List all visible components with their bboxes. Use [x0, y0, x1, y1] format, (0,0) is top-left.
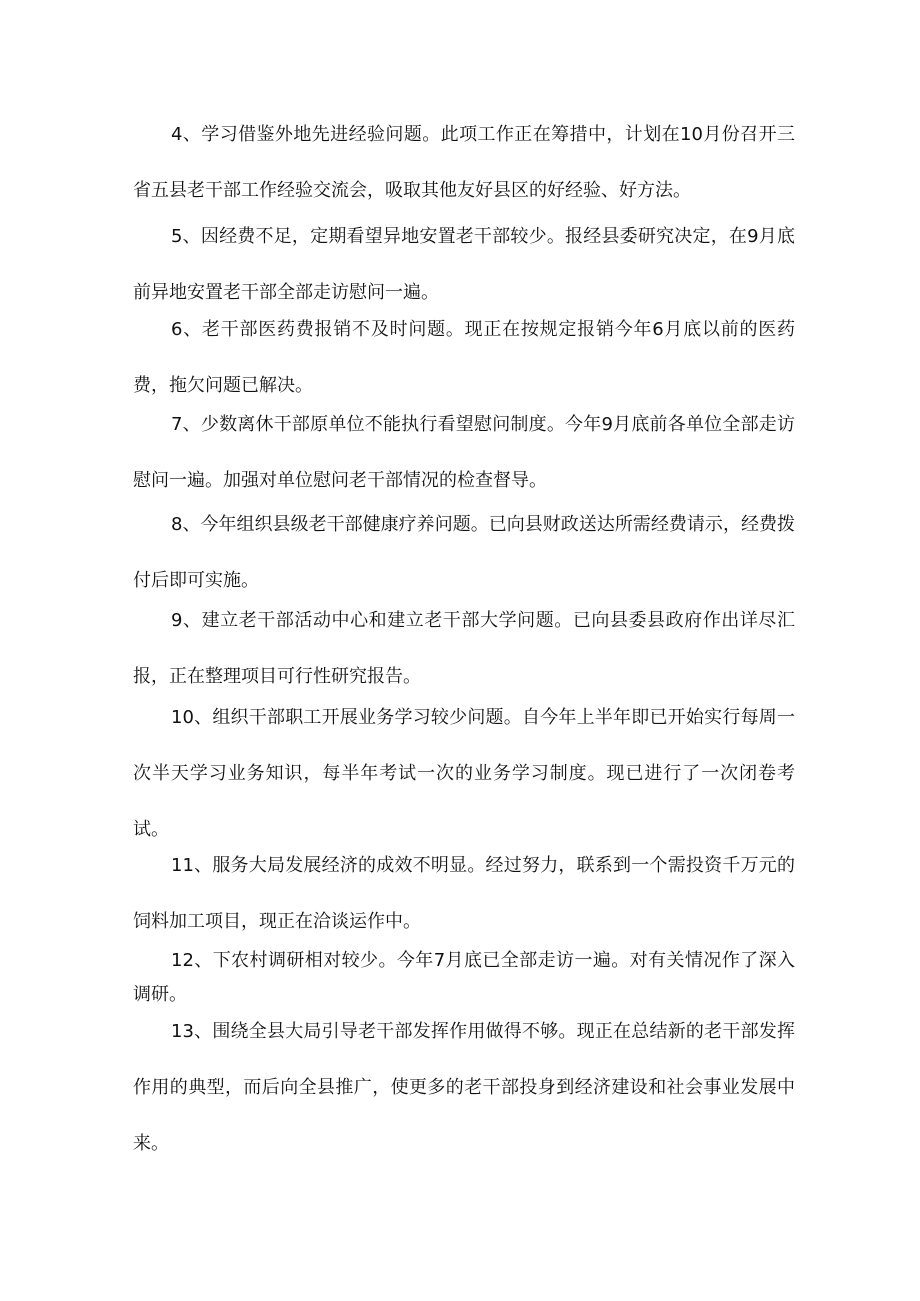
paragraph-item-12: 12、下农村调研相对较少。今年7月底已全部走访一遍。对有关情况作了深入调研。	[133, 950, 795, 1005]
paragraph-item-13: 13、围绕全县大局引导老干部发挥作用做得不够。现正在总结新的老干部发挥作用的典型，而后向全县推广，使更多的老干部投身到经济建设和社会事业发展中来。	[133, 1021, 795, 1154]
paragraph-item-11: 11、服务大局发展经济的成效不明显。经过努力，联系到一个需投资千万元的饲料加工项目，现正在洽谈运作中。	[133, 855, 795, 932]
paragraph-item-7: 7、少数离休干部原单位不能执行看望慰问制度。今年9月底前各单位全部走访慰问一遍。加强对单位慰问老干部情况的检查督导。	[133, 414, 795, 491]
paragraph-item-9: 9、建立老干部活动中心和建立老干部大学问题。已向县委县政府作出详尽汇报，正在整理项目可行性研究报告。	[133, 610, 795, 687]
paragraph-item-5: 5、因经费不足，定期看望异地安置老干部较少。报经县委研究决定，在9月底前异地安置老干部全部走访慰问一遍。	[133, 226, 795, 303]
paragraph-item-6: 6、老干部医药费报销不及时问题。现正在按规定报销今年6月底以前的医药费，拖欠问题已解决。	[133, 319, 795, 396]
paragraph-item-4: 4、学习借鉴外地先进经验问题。此项工作正在筹措中，计划在10月份召开三省五县老干部工作经验交流会，吸取其他友好县区的好经验、好方法。	[133, 124, 795, 201]
paragraph-item-10: 10、组织干部职工开展业务学习较少问题。自今年上半年即已开始实行每周一次半天学习业务知识，每半年考试一次的业务学习制度。现已进行了一次闭卷考试。	[133, 707, 795, 840]
paragraph-item-8: 8、今年组织县级老干部健康疗养问题。已向县财政送达所需经费请示，经费拨付后即可实施。	[133, 514, 795, 591]
